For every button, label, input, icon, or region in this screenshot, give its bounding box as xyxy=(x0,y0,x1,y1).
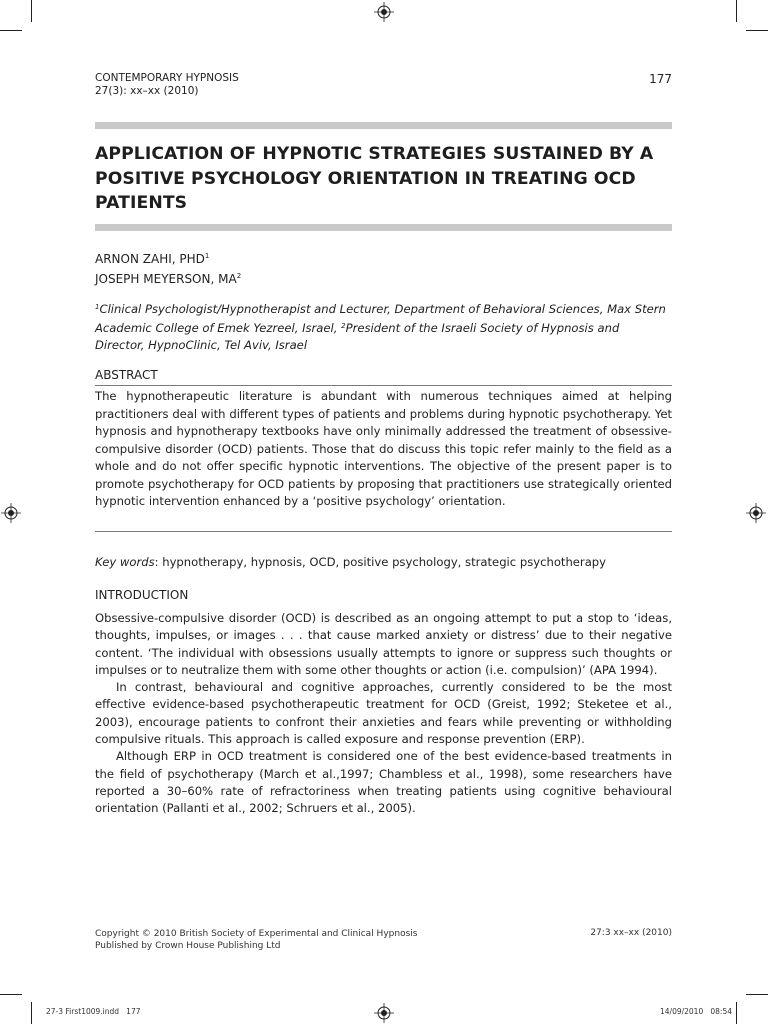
affiliation-marker: 2 xyxy=(236,271,242,280)
crop-mark-bottom-right-v xyxy=(736,1002,737,1024)
volume-info: 27(3): xx–xx (2010) xyxy=(95,85,199,97)
abstract-rule-bottom xyxy=(95,531,672,532)
keywords-list: : hypnotherapy, hypnosis, OCD, positive psychology, strategic psychotherapy xyxy=(154,555,607,569)
abstract-text: The hypnotherapeutic literature is abundant with numerous techniques aimed at helping practitioners deal with different types of patients and problems during hypnotic psychotherapy. Yet hypnosis and hypnotherapy textbooks have only minimally addressed the treatment of obsessive-compulsive disorder (OCD) patients. Those that do discuss this topic refer mainly to the field as a whole and do not offer specific hypnotic interventions. The objective of the present paper is to promote psychotherapy for OCD patients by proposing that practitioners use strategically oriented hypnotic intervention enhanced by a ‘positive psychology’ orientation. xyxy=(95,389,672,508)
footer-citation: 27:3 xx–xx (2010) xyxy=(590,928,672,938)
paragraph: In contrast, behavioural and cognitive approaches, currently considered to be the most effective evidence-based psychotherapeutic treatment for OCD (Greist, 1992; Steketee et al., 2003), encourage patients to confront their anxieties and fears while preventing or withholding compulsive rituals. This approach is called exposure and response prevention (ERP). xyxy=(95,680,672,747)
introduction-body xyxy=(95,610,672,818)
crop-mark-bottom-left-v xyxy=(31,1002,32,1024)
journal-name: CONTEMPORARY HYPNOSIS xyxy=(95,72,239,84)
keywords xyxy=(95,554,672,571)
title-rule-bottom xyxy=(95,224,672,231)
crop-mark-top-left-v xyxy=(31,0,32,22)
page-number: 177 xyxy=(649,72,672,86)
journal-header xyxy=(95,72,239,98)
affiliation-marker: 1 xyxy=(204,252,210,260)
affiliations: $^1$Clinical Psychologist/Hypnotherapist and Lecturer, Department of Behavioral Sciences, Max Stern Academic College of Emek Yezreel, Israel, $^2$President of the Israeli Society of Hypnosis and Director, HypnoClinic, Tel Aviv, Israel xyxy=(95,302,666,352)
slug-file-info: 27-3 First1009.indd 177 xyxy=(46,1007,141,1016)
footer-copyright xyxy=(95,928,417,952)
registration-crosshair-icon xyxy=(1,503,21,523)
author-item: JOSEPH MEYERSON, $MA^2$ xyxy=(95,271,242,286)
copyright-text: Copyright © 2010 British Society of Experimental and Clinical Hypnosis xyxy=(95,929,418,939)
crop-mark-top-right-h xyxy=(746,30,768,31)
registration-crosshair-icon xyxy=(374,2,394,22)
abstract-heading: ABSTRACT xyxy=(95,368,158,382)
registration-crosshair-icon xyxy=(746,503,766,523)
author-list xyxy=(95,248,241,287)
article-title: APPLICATION OF HYPNOTIC STRATEGIES SUSTAINED BY A POSITIVE PSYCHOLOGY ORIENTATION IN TREATING OCD PATIENTS xyxy=(95,144,654,213)
author-item: ARNON ZAHI, PHD$^1$ xyxy=(95,252,210,266)
title-rule-top xyxy=(95,122,672,129)
paragraph: Obsessive-compulsive disorder (OCD) is described as an ongoing attempt to put a stop to ‘ideas, thoughts, impulses, or images . . . that cause marked anxiety or distress’ due to their negative content. ‘The individual with obsessions usually attempts to ignore or suppress such thoughts or impulses or to neutralize them with some other thoughts or action (i.e. compulsion)’ (APA 1994). xyxy=(95,611,672,677)
slug-timestamp: 14/09/2010 08:54 xyxy=(660,1007,732,1016)
publisher-text: Published by Crown House Publishing Ltd xyxy=(95,941,281,951)
crop-mark-top-right-v xyxy=(736,0,737,22)
registration-crosshair-icon xyxy=(374,1003,394,1023)
crop-mark-top-left-h xyxy=(0,30,22,31)
keywords-label: Key words xyxy=(95,555,155,569)
crop-mark-bottom-right-h xyxy=(746,994,768,995)
paragraph: Although ERP in OCD treatment is considered one of the best evidence-based treatments in the field of psychotherapy (March et al.,1997; Chambless et al., 1998), some researchers have reported a 30–60% rate of refractoriness when treating patients using cognitive behavioural orientation (Pallanti et al., 2002; Schruers et al., 2005). xyxy=(95,749,672,816)
crop-mark-bottom-left-h xyxy=(0,994,22,995)
abstract-rule-top xyxy=(95,385,672,386)
introduction-heading: INTRODUCTION xyxy=(95,588,189,602)
